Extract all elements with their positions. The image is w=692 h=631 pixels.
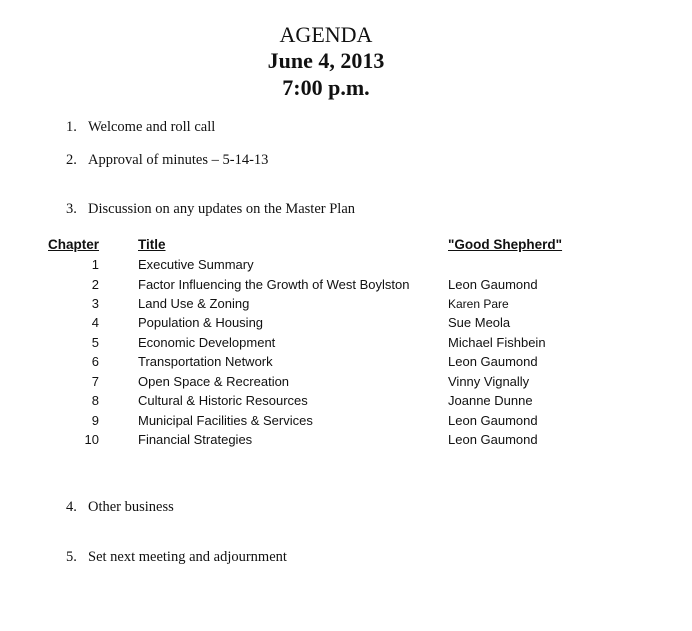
agenda-item-2 [66,152,268,169]
agenda-item-5 [66,549,287,566]
chapter-title: Municipal Facilities & Services [138,413,313,428]
chapter-number: 2 [91,277,99,292]
chapter-number: 5 [91,335,99,350]
agenda-time: 7:00 p.m. [282,75,370,100]
agenda-item-text: Discussion on any updates on the Master Plan [88,201,356,217]
good-shepherd-name: Michael Fishbein [448,335,546,350]
chapter-number: 10 [84,432,99,447]
table-row [0,432,692,452]
chapter-title: Transportation Network [138,354,273,369]
agenda-item-number: 4. [66,499,77,515]
good-shepherd-name: Karen Pare [448,297,509,311]
table-row [0,277,692,297]
agenda-item-text: Set next meeting and adjournment [88,549,287,565]
shepherd-column-header: "Good Shepherd" [448,237,563,252]
good-shepherd-name: Sue Meola [448,315,511,330]
chapter-title: Open Space & Recreation [138,374,290,389]
chapter-title: Financial Strategies [138,432,253,447]
agenda-item-text: Approval of minutes – 5-14-13 [88,152,269,168]
agenda-item-4 [66,499,174,516]
chapter-title: Land Use & Zoning [138,296,250,311]
table-row [0,354,692,374]
chapter-number: 3 [91,296,99,311]
agenda-item-text: Other business [88,499,174,515]
table-row [0,296,692,316]
chapter-column-header: Chapter [48,237,100,252]
title-column-header: Title [138,237,166,252]
chapter-number: 6 [91,354,99,369]
agenda-item-number: 5. [66,549,77,565]
good-shepherd-name: Vinny Vignally [448,374,530,389]
agenda-date: June 4, 2013 [267,48,385,73]
good-shepherd-name: Leon Gaumond [448,277,538,292]
chapter-title: Factor Influencing the Growth of West Boylston [138,277,410,292]
agenda-item-number: 3. [66,201,77,217]
table-row [0,393,692,413]
chapter-number: 1 [91,257,99,272]
table-row [0,257,692,277]
chapter-title: Population & Housing [138,315,264,330]
agenda-title: AGENDA [279,22,373,47]
table-row [0,315,692,335]
agenda-item-3 [66,201,355,218]
chapter-number: 4 [91,315,99,330]
good-shepherd-name: Leon Gaumond [448,413,538,428]
good-shepherd-name: Leon Gaumond [448,432,538,447]
good-shepherd-name: Joanne Dunne [448,393,533,408]
chapter-number: 8 [91,393,99,408]
table-row [0,374,692,394]
chapter-title: Executive Summary [138,257,254,272]
agenda-item-1 [66,119,215,136]
agenda-item-number: 1. [66,119,77,135]
agenda-item-number: 2. [66,152,77,168]
good-shepherd-name: Leon Gaumond [448,354,538,369]
chapter-number: 9 [91,413,99,428]
chapter-title: Economic Development [138,335,276,350]
chapter-number: 7 [91,374,99,389]
chapter-title: Cultural & Historic Resources [138,393,308,408]
table-row [0,413,692,433]
agenda-item-text: Welcome and roll call [88,119,216,135]
table-row [0,335,692,355]
